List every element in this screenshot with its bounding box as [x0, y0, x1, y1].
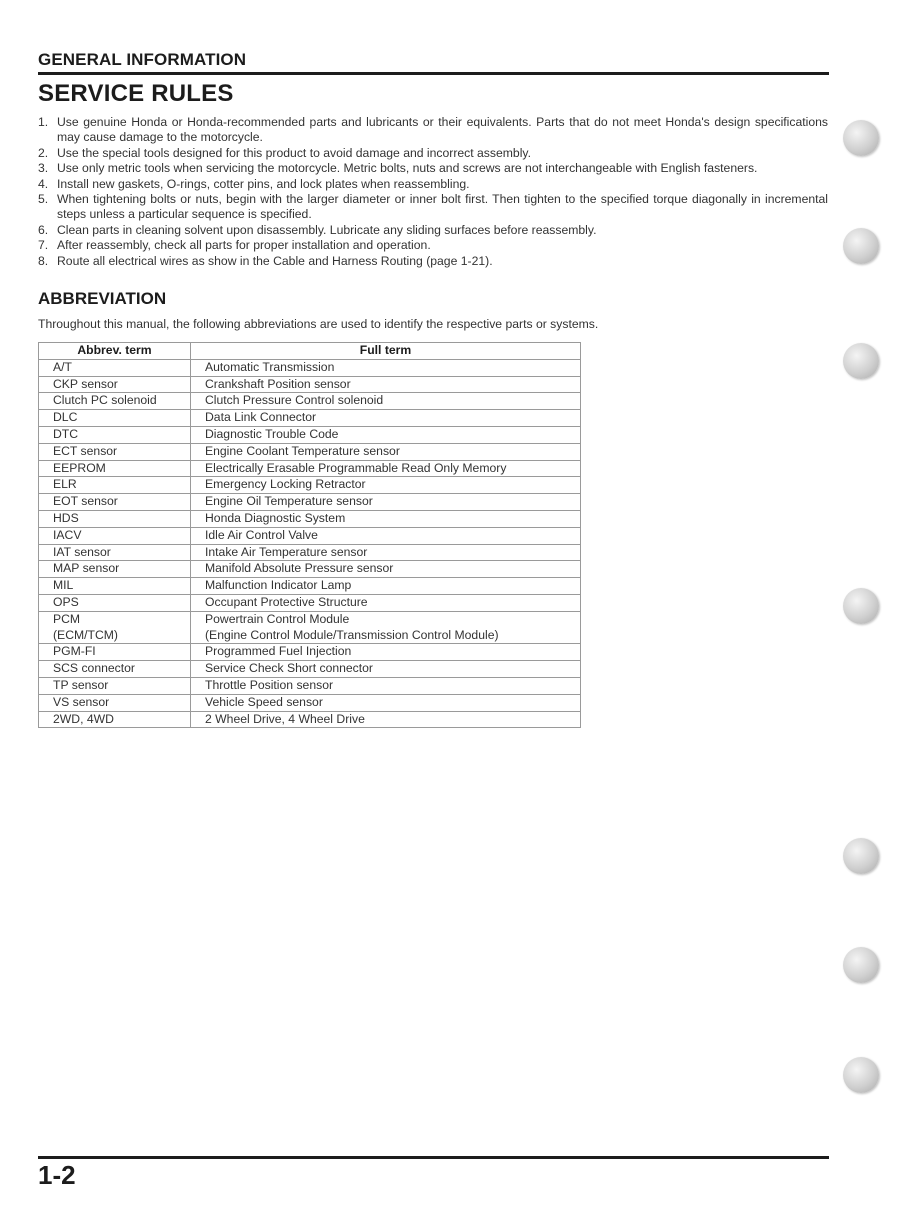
abbrev-cell: MIL — [39, 578, 191, 595]
table-header-row — [39, 343, 581, 360]
full-term-cell: Emergency Locking Retractor — [191, 477, 581, 494]
binder-hole-icon — [843, 343, 879, 379]
table-row — [39, 494, 581, 511]
service-rules-list — [38, 115, 828, 269]
table-row — [39, 460, 581, 477]
full-term-cell: Honda Diagnostic System — [191, 510, 581, 527]
full-term-cell: Manifold Absolute Pressure sensor — [191, 561, 581, 578]
abbrev-cell: HDS — [39, 510, 191, 527]
full-term-cell: Vehicle Speed sensor — [191, 694, 581, 711]
item-text: Use genuine Honda or Honda-recommended parts and lubricants or their equivalents. Parts that do not meet Honda's design specifications may cause damage to the motorcycle. — [57, 115, 828, 145]
item-number: 5. — [38, 192, 49, 207]
item-text: Route all electrical wires as show in the Cable and Harness Routing (page 1-21). — [57, 253, 493, 268]
abbrev-cell: Clutch PC solenoid — [39, 393, 191, 410]
abbreviation-intro: Throughout this manual, the following abbreviations are used to identify the respective parts or systems. — [38, 317, 599, 331]
table-row — [39, 359, 581, 376]
section-header: GENERAL INFORMATION — [38, 50, 247, 69]
list-item — [38, 238, 828, 253]
abbrev-cell: SCS connector — [39, 661, 191, 678]
list-item — [38, 223, 828, 238]
full-term-cell: Electrically Erasable Programmable Read Only Memory — [191, 460, 581, 477]
table-row — [39, 477, 581, 494]
binder-hole-icon — [843, 1057, 879, 1093]
full-term-cell: Intake Air Temperature sensor — [191, 544, 581, 561]
item-text: Clean parts in cleaning solvent upon disassembly. Lubricate any sliding surfaces before reassembly. — [57, 222, 597, 237]
full-term-cell: Throttle Position sensor — [191, 677, 581, 694]
table-row — [39, 694, 581, 711]
abbreviation-heading: ABBREVIATION — [38, 289, 167, 308]
table-row — [39, 544, 581, 561]
binder-hole-icon — [843, 228, 879, 264]
table-row — [39, 661, 581, 678]
page-number: 1-2 — [38, 1160, 76, 1190]
bottom-divider — [38, 1156, 829, 1159]
item-number: 7. — [38, 238, 49, 253]
full-term-cell: Service Check Short connector — [191, 661, 581, 678]
abbrev-cell: EOT sensor — [39, 494, 191, 511]
item-text: Use only metric tools when servicing the motorcycle. Metric bolts, nuts and screws are not interchangeable with English fasteners. — [57, 161, 758, 176]
abbrev-cell: IAT sensor — [39, 544, 191, 561]
abbrev-cell: 2WD, 4WD — [39, 711, 191, 728]
abbrev-cell: DTC — [39, 426, 191, 443]
table-body — [39, 359, 581, 728]
abbrev-cell: PGM-FI — [39, 644, 191, 661]
list-item — [38, 146, 828, 161]
full-term-cell: Crankshaft Position sensor — [191, 376, 581, 393]
table-row — [39, 711, 581, 728]
abbrev-cell: TP sensor — [39, 677, 191, 694]
column-header-abbrev: Abbrev. term — [39, 343, 191, 360]
item-number: 6. — [38, 222, 49, 237]
full-term-cell: Automatic Transmission — [191, 359, 581, 376]
table-row — [39, 376, 581, 393]
abbrev-cell: DLC — [39, 410, 191, 427]
table-row — [39, 510, 581, 527]
table-row — [39, 393, 581, 410]
column-header-full: Full term — [191, 343, 581, 360]
table-row — [39, 594, 581, 611]
binder-hole-icon — [843, 588, 879, 624]
table-row — [39, 410, 581, 427]
list-item — [38, 177, 828, 192]
item-number: 4. — [38, 176, 49, 191]
abbrev-cell: A/T — [39, 359, 191, 376]
list-item — [38, 254, 828, 269]
full-term-cell: Malfunction Indicator Lamp — [191, 578, 581, 595]
item-text: Install new gaskets, O-rings, cotter pins, and lock plates when reassembling. — [57, 176, 470, 191]
abbrev-cell: CKP sensor — [39, 376, 191, 393]
item-number: 3. — [38, 161, 49, 176]
top-divider — [38, 72, 829, 75]
full-term-cell: Engine Oil Temperature sensor — [191, 494, 581, 511]
item-text: When tightening bolts or nuts, begin with the larger diameter or inner bolt first. Then tighten to the specified torque diagonally in incremental steps unless a particular sequence is specified. — [57, 192, 828, 222]
full-term-cell: Engine Coolant Temperature sensor — [191, 443, 581, 460]
item-text: Use the special tools designed for this product to avoid damage and incorrect assembly. — [57, 145, 531, 160]
page-title: SERVICE RULES — [38, 80, 234, 107]
abbrev-cell: OPS — [39, 594, 191, 611]
full-term-cell: Diagnostic Trouble Code — [191, 426, 581, 443]
list-item — [38, 192, 828, 223]
binder-hole-icon — [843, 947, 879, 983]
full-term-cell: Programmed Fuel Injection — [191, 644, 581, 661]
abbrev-cell: ECT sensor — [39, 443, 191, 460]
full-term-cell: Data Link Connector — [191, 410, 581, 427]
abbrev-cell: VS sensor — [39, 694, 191, 711]
full-term-cell: Powertrain Control Module (Engine Control Module/Transmission Control Module) — [191, 611, 581, 644]
full-term-cell: 2 Wheel Drive, 4 Wheel Drive — [191, 711, 581, 728]
full-term-cell: Clutch Pressure Control solenoid — [191, 393, 581, 410]
table-row — [39, 578, 581, 595]
table-row — [39, 644, 581, 661]
abbrev-cell: IACV — [39, 527, 191, 544]
full-term-cell: Idle Air Control Valve — [191, 527, 581, 544]
item-number: 1. — [38, 115, 49, 129]
full-term-cell: Occupant Protective Structure — [191, 594, 581, 611]
item-number: 2. — [38, 145, 49, 160]
abbreviation-table — [38, 342, 581, 728]
binder-hole-icon — [843, 120, 879, 156]
abbrev-cell: ELR — [39, 477, 191, 494]
item-number: 8. — [38, 253, 49, 268]
item-text: After reassembly, check all parts for proper installation and operation. — [57, 238, 431, 253]
abbrev-cell: MAP sensor — [39, 561, 191, 578]
list-item — [38, 161, 828, 176]
table-row — [39, 527, 581, 544]
table-row — [39, 611, 581, 644]
list-item — [38, 115, 828, 146]
abbrev-cell: EEPROM — [39, 460, 191, 477]
table-row — [39, 426, 581, 443]
table-row — [39, 561, 581, 578]
abbrev-cell: PCM (ECM/TCM) — [39, 611, 191, 644]
table-row — [39, 677, 581, 694]
table-row — [39, 443, 581, 460]
binder-hole-icon — [843, 838, 879, 874]
